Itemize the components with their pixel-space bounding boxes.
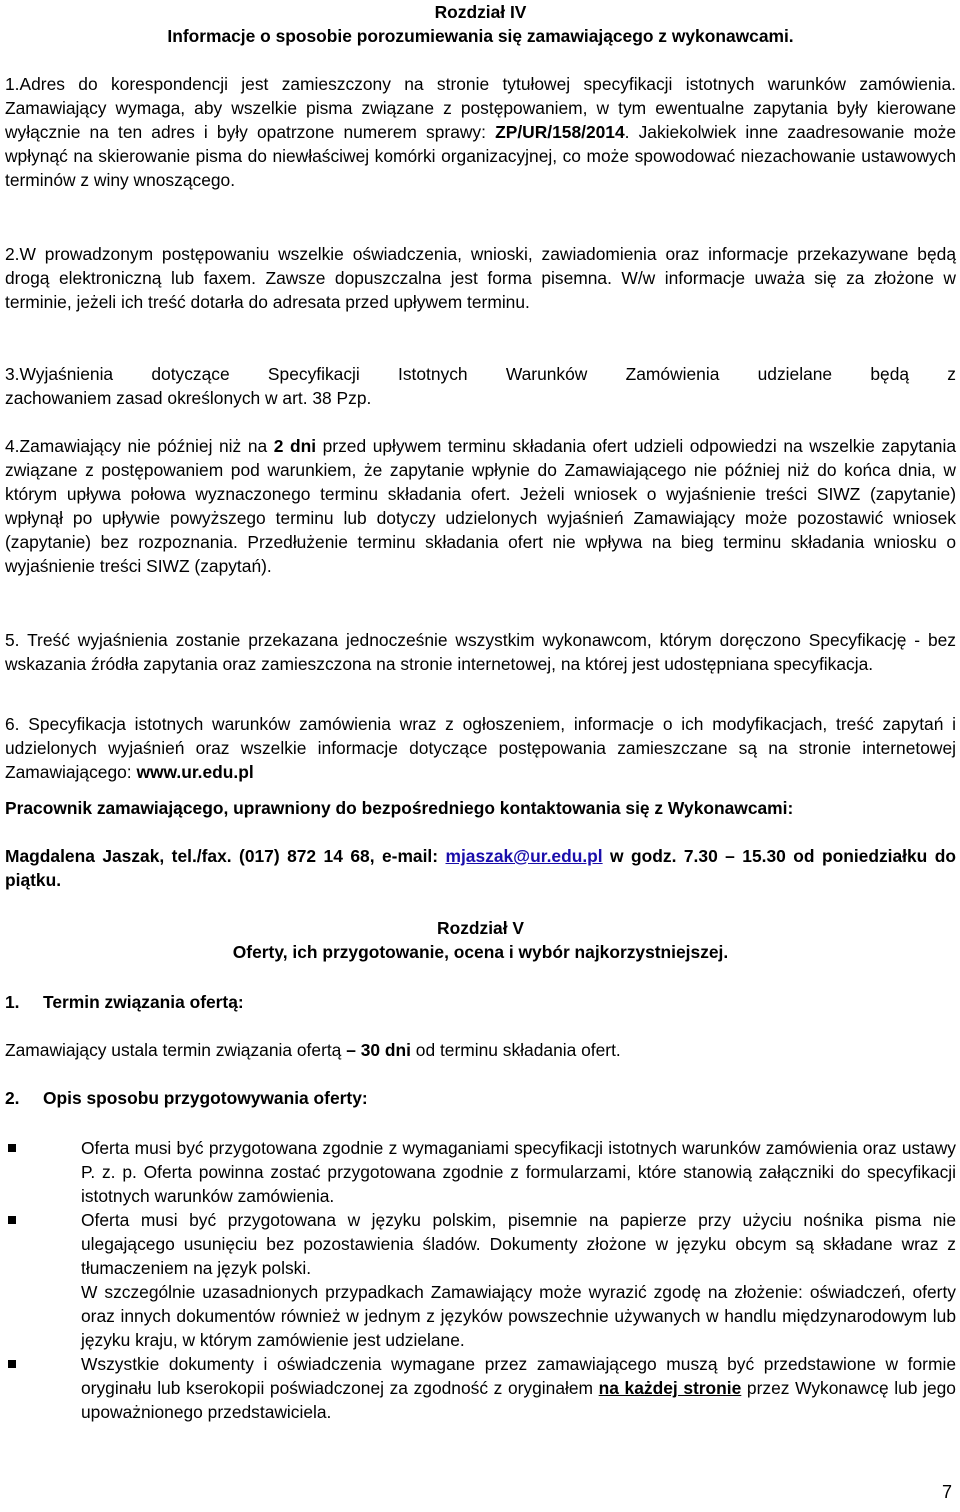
paragraph-4-text-a: 4.Zamawiający nie później niż na	[5, 436, 274, 456]
contact-text-a: Magdalena Jaszak, tel./fax. (017) 872 14 68, e-mail:	[5, 846, 446, 866]
bullet-square-icon	[8, 1360, 16, 1368]
bullet-1-text: Oferta musi być przygotowana zgodnie z wymaganiami specyfikacji istotnych warunków zamówienia oraz ustawy P. z. p. Oferta powinna zostać przygotowana zgodnie z formularzami, które stanowią załączniki do specyfikacji istotnych warunków zamówienia.	[81, 1138, 956, 1206]
bullet-list	[5, 1136, 956, 1424]
website-url[interactable]: www.ur.edu.pl	[136, 762, 254, 782]
binding-period: – 30 dni	[346, 1040, 411, 1060]
paragraph-6	[5, 712, 956, 784]
section-1-body	[5, 1038, 956, 1062]
list-item	[5, 1352, 956, 1424]
contact-heading: Pracownik zamawiającego, uprawniony do bezpośredniego kontaktowania się z Wykonawcami:	[5, 798, 794, 818]
paragraph-4	[5, 434, 956, 578]
contact-text-b: w godz. 7.30 – 15.30 od poniedziałku do piątku.	[5, 846, 956, 890]
contact-section	[5, 796, 956, 820]
list-item	[5, 1208, 956, 1352]
page-number: 7	[941, 1482, 952, 1502]
bullet-3-text-a: Wszystkie dokumenty i oświadczenia wymagane przez zamawiającego muszą być przedstawione w formie oryginału lub kserokopii poświadczonej za zgodność z oryginałem	[81, 1354, 956, 1398]
bullet-2-text-b: W szczególnie uzasadnionych przypadkach Zamawiający może wyrazić zgodę na złożenie: oświadczeń, oferty oraz innych dokumentów również w jednym z języków powszechnie używanych w handlu międzynarodowym lub języku kraju, w którym zamówienie jest udzielane.	[81, 1282, 956, 1350]
section-1-text-a: Zamawiający ustala termin związania ofertą	[5, 1040, 347, 1060]
paragraph-4-text-b: przed upływem terminu składania ofert udzieli odpowiedzi na wszelkie zapytania związane z postępowaniem pod warunkiem, że zapytanie wpłynie do Zamawiającego nie później niż do końca dnia, w którym upływa połowa wyznaczonego terminu składania ofert. Jeżeli wniosek o wyjaśnienie treści SIWZ (zapytanie) wpłynął po upływie powyższego terminu lub dotyczy udzielonych wyjaśnień Zamawiający może pozostawić wniosek (zapytanie) bez rozpoznania. Przedłużenie terminu składania ofert nie wpływa na bieg terminu składania wniosku o wyjaśnienie treści SIWZ (zapytań).	[5, 436, 956, 576]
paragraph-6-text: 6. Specyfikacja istotnych warunków zamówienia wraz z ogłoszeniem, informacje o ich modyfikacjach, treść zapytań i udzielonych wyjaśnień oraz wszelkie informacje dotyczące postępowania zamieszczane są na stronie internetowej Zamawiającego:	[5, 714, 956, 782]
answer-deadline-days: 2 dni	[273, 436, 317, 456]
paragraph-2	[5, 242, 956, 314]
section-1-title: Termin związania ofertą:	[43, 992, 244, 1012]
email-link[interactable]: mjaszak@ur.edu.pl	[445, 846, 603, 866]
section-2-title: Opis sposobu przygotowywania oferty:	[43, 1088, 368, 1108]
paragraph-3-line-2: zachowaniem zasad określonych w art. 38 Pzp.	[5, 388, 372, 408]
section-1-text-b: od terminu składania ofert.	[410, 1040, 621, 1060]
chapter-4-header	[5, 0, 956, 48]
paragraph-2-text: 2.W prowadzonym postępowaniu wszelkie oświadczenia, wnioski, zawiadomienia oraz informacje przekazywane będą drogą elektroniczną lub faxem. Zawsze dopuszczalna jest forma pisemna. W/w informacje uważa się za złożone w terminie, jeżeli ich treść dotarła do adresata przed upływem terminu.	[5, 244, 956, 312]
section-2-number: 2.	[5, 1088, 20, 1108]
paragraph-5-text: 5. Treść wyjaśnienia zostanie przekazana jednocześnie wszystkim wykonawcom, którym doręczono Specyfikację - bez wskazania źródła zapytania oraz zamieszczona na stronie internetowej, na której jest udostępniana specyfikacja.	[5, 630, 956, 674]
bullet-3-emphasis: na każdej stronie	[598, 1378, 742, 1398]
paragraph-3	[5, 362, 956, 410]
paragraph-5	[5, 628, 956, 676]
chapter-5-subtitle: Oferty, ich przygotowanie, ocena i wybór najkorzystniejszej.	[232, 942, 729, 962]
contact-details	[5, 844, 956, 892]
paragraph-1-text-b: . Jakiekolwiek inne zaadresowanie może wpłynąć na skierowanie pisma do niewłaściwej komórki organizacyjnej, co może spowodować niezachowanie ustawowych terminów z winy wnoszącego.	[5, 122, 956, 190]
paragraph-1-text-a: 1.Adres do korespondencji jest zamieszczony na stronie tytułowej specyfikacji istotnych warunków zamówienia. Zamawiający wymaga, aby wszelkie pisma związane z postępowaniem, w tym ewentualne zapytania były kierowane wyłącznie na ten adres i były opatrzone numerem sprawy:	[5, 74, 956, 142]
paragraph-3-line-1: 3.Wyjaśnienia dotyczące Specyfikacji Istotnych Warunków Zamówienia udzielane będą z	[5, 364, 956, 384]
section-1-number: 1.	[5, 992, 20, 1012]
list-item	[5, 1136, 956, 1208]
chapter-5-header	[5, 916, 956, 964]
chapter-4-subtitle: Informacje o sposobie porozumiewania się zamawiającego z wykonawcami.	[167, 26, 794, 46]
bullet-3-text-b: przez Wykonawcę lub jego upoważnionego przedstawiciela.	[81, 1378, 956, 1422]
chapter-4-title: Rozdział IV	[434, 2, 527, 22]
bullet-square-icon	[8, 1144, 16, 1152]
section-1-heading	[5, 990, 956, 1014]
case-number: ZP/UR/158/2014	[495, 122, 625, 142]
paragraph-1	[5, 72, 956, 192]
bullet-2-text-a: Oferta musi być przygotowana w języku polskim, pisemnie na papierze przy użyciu nośnika pisma nie ulegającego usunięciu bez pozostawienia śladów. Dokumenty złożone w języku obcym są składane wraz z tłumaczeniem na język polski.	[81, 1210, 956, 1278]
chapter-5-title: Rozdział V	[437, 918, 524, 938]
section-2-heading	[5, 1086, 956, 1110]
bullet-square-icon	[8, 1216, 16, 1224]
